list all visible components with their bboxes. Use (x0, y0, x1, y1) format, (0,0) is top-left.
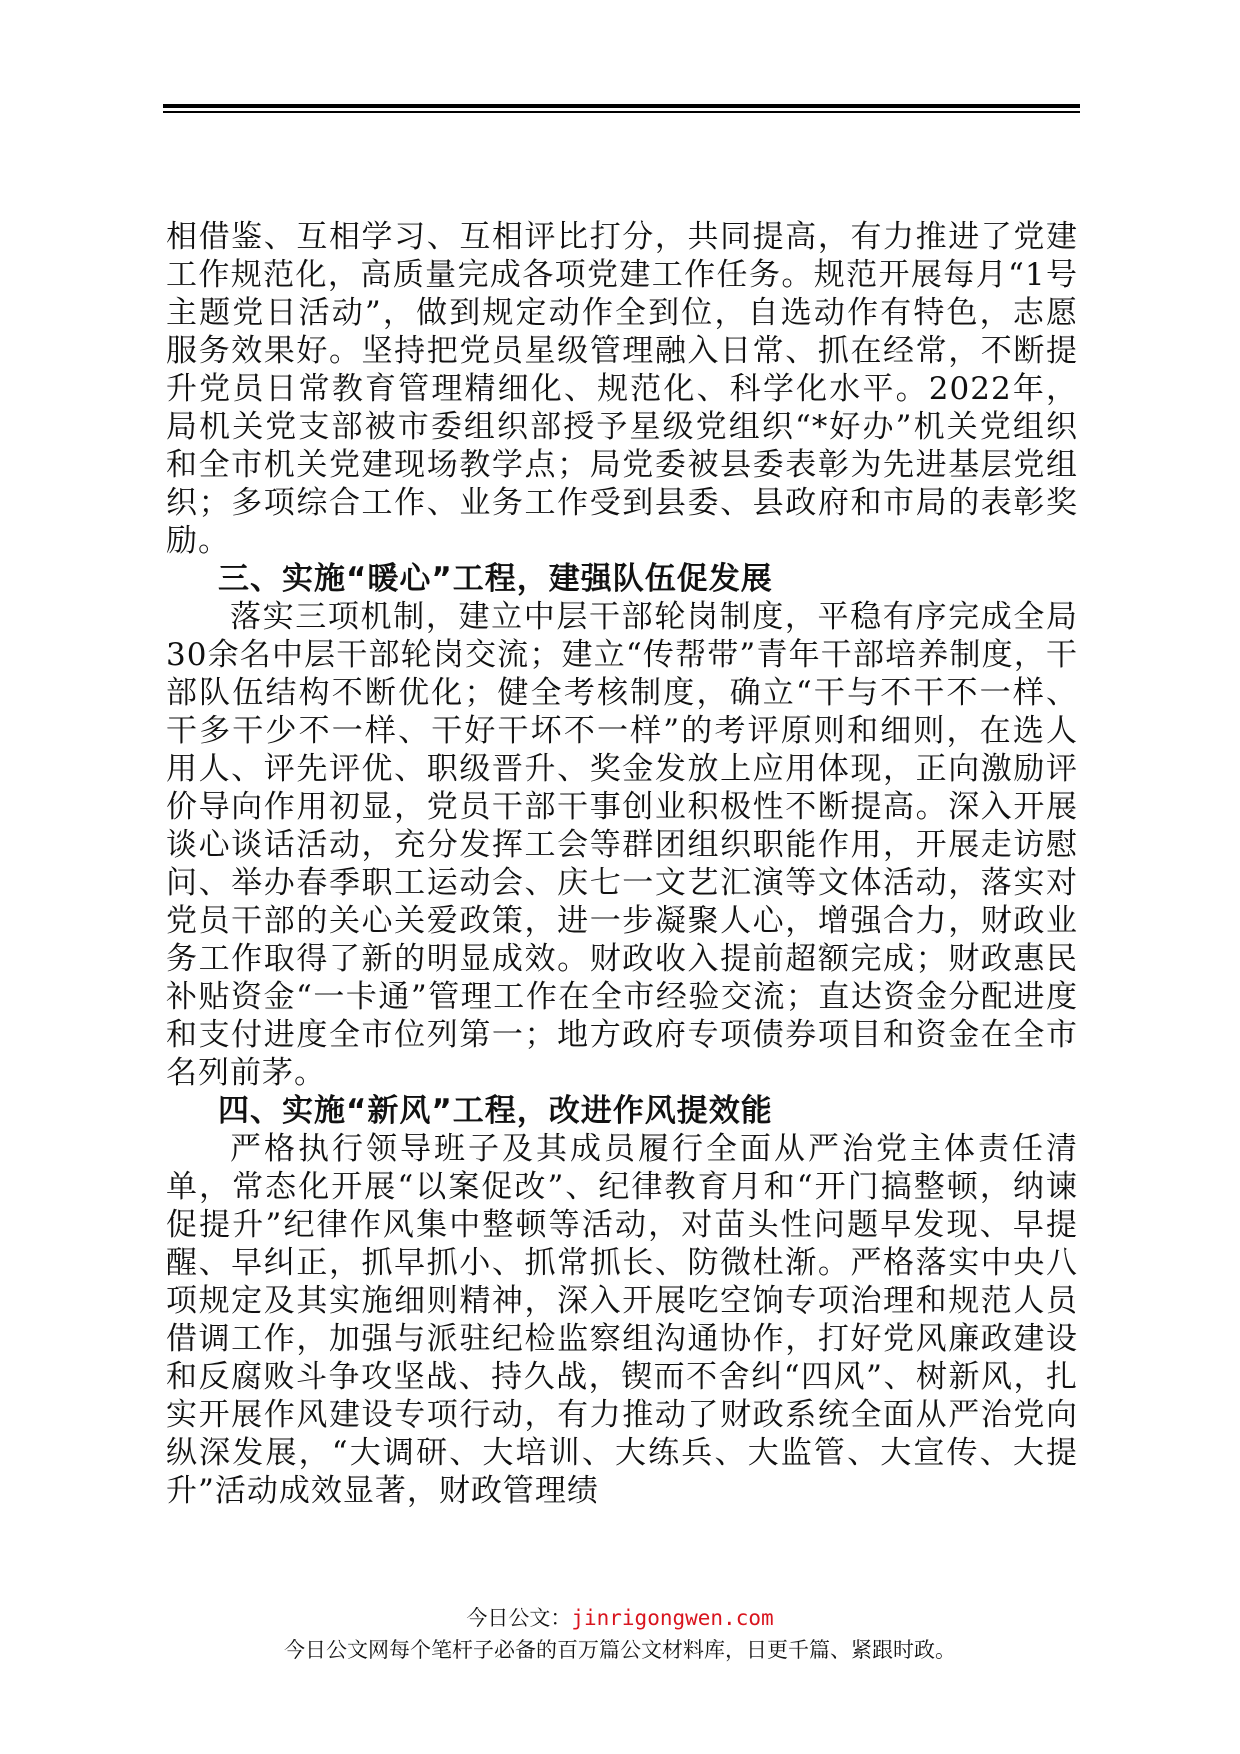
section-heading-4: 四、实施“新风”工程，改进作风提效能 (218, 1093, 773, 1129)
page-footer (0, 1602, 1240, 1666)
paragraph-section-3: 落实三项机制，建立中层干部轮岗制度，平稳有序完成全局30余名中层干部轮岗交流；建立“传帮带”青年干部培养制度，干部队伍结构不断优化；健全考核制度，确立“干与不干不一样、干多干少不一样、干好干坏不一样”的考评原则和细则，在选人用人、评先评优、职级晋升、奖金发放上应用体现，正向激励评价导向作用初显，党员干部干事创业积极性不断提高。深入开展谈心谈话活动，充分发挥工会等群团组织职能作用，开展走访慰问、举办春季职工运动会、庆七一文艺汇演等文体活动，落实对党员干部的关心关爱政策，进一步凝聚人心，增强合力，财政业务工作取得了新的明显成效。财政收入提前超额完成；财政惠民补贴资金“一卡通”管理工作在全市经验交流；直达资金分配进度和支付进度全市位列第一；地方政府专项债券项目和资金在全市名列前茅。 (166, 599, 1078, 1091)
document-body (166, 218, 1078, 1510)
header-rule-thin (163, 111, 1080, 113)
footer-site-url[interactable]: jinrigongwen.com (571, 1606, 774, 1630)
header-rule-thick (163, 104, 1080, 108)
footer-slogan: 今日公文网每个笔杆子必备的百万篇公文材料库，日更千篇、紧跟时政。 (284, 1638, 956, 1662)
section-heading-3: 三、实施“暖心”工程，建强队伍促发展 (218, 561, 773, 597)
footer-site-line (0, 1602, 1240, 1634)
paragraph-continued: 相借鉴、互相学习、互相评比打分，共同提高，有力推进了党建工作规范化，高质量完成各项党建工作任务。规范开展每月“1号主题党日活动”，做到规定动作全到位，自选动作有特色，志愿服务效果好。坚持把党员星级管理融入日常、抓在经常，不断提升党员日常教育管理精细化、规范化、科学化水平。2022年，局机关党支部被市委组织部授予星级党组织“*好办”机关党组织和全市机关党建现场教学点；局党委被县委表彰为先进基层党组织；多项综合工作、业务工作受到县委、县政府和市局的表彰奖励。 (166, 219, 1078, 559)
paragraph-section-4: 严格执行领导班子及其成员履行全面从严治党主体责任清单，常态化开展“以案促改”、纪律教育月和“开门搞整顿，纳谏促提升”纪律作风集中整顿等活动，对苗头性问题早发现、早提醒、早纠正，抓早抓小、抓常抓长、防微杜渐。严格落实中央八项规定及其实施细则精神，深入开展吃空饷专项治理和规范人员借调工作，加强与派驻纪检监察组沟通协作，打好党风廉政建设和反腐败斗争攻坚战、持久战，锲而不舍纠“四风”、树新风，扎实开展作风建设专项行动，有力推动了财政系统全面从严治党向纵深发展，“大调研、大培训、大练兵、大监管、大宣传、大提升”活动成效显著，财政管理绩 (166, 1131, 1078, 1509)
footer-site-label: 今日公文： (466, 1606, 572, 1630)
